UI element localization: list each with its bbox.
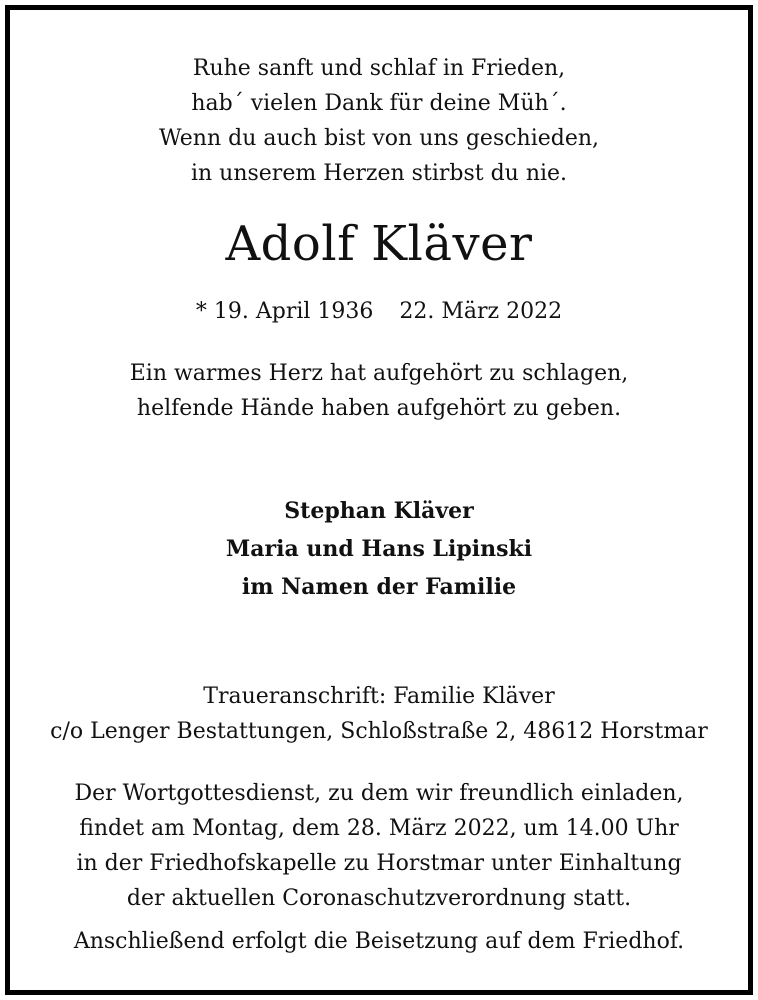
death-date: 22. März 2022 xyxy=(399,299,563,324)
mourner-line: Stephan Kläver xyxy=(284,498,474,524)
life-dates xyxy=(10,298,748,326)
mourner-line: Maria und Hans Lipinski xyxy=(225,536,533,562)
address-line: Traueranschrift: Familie Kläver xyxy=(203,684,555,709)
obituary-frame xyxy=(5,5,753,995)
burial-line: Anschließend erfolgt die Beisetzung auf dem Friedhof. xyxy=(73,929,685,954)
deceased-name: Adolf Kläver xyxy=(225,216,533,272)
quote-line: Ein warmes Herz hat aufgehört zu schlagen, xyxy=(129,361,629,386)
service-line: Der Wortgottesdienst, zu dem wir freundlich einladen, xyxy=(74,781,684,806)
mourner-line: im Namen der Familie xyxy=(241,574,517,600)
poem-line: hab´ vielen Dank für deine Müh´. xyxy=(191,91,567,116)
address-line: c/o Lenger Bestattungen, Schloßstraße 2, 48612 Horstmar xyxy=(50,719,708,744)
poem-line: Wenn du auch bist von uns geschieden, xyxy=(158,126,600,151)
service-line: in der Friedhofskapelle zu Horstmar unter Einhaltung xyxy=(76,851,682,876)
poem-line: in unserem Herzen stirbst du nie. xyxy=(190,161,568,186)
birth-date: * 19. April 1936 xyxy=(195,299,374,324)
quote-line: helfende Hände haben aufgehört zu geben. xyxy=(136,396,622,421)
service-line: der aktuellen Coronaschutzverordnung statt. xyxy=(126,886,632,911)
poem-line: Ruhe sanft und schlaf in Frieden, xyxy=(192,56,566,81)
service-line: findet am Montag, dem 28. März 2022, um 14.00 Uhr xyxy=(79,816,679,841)
